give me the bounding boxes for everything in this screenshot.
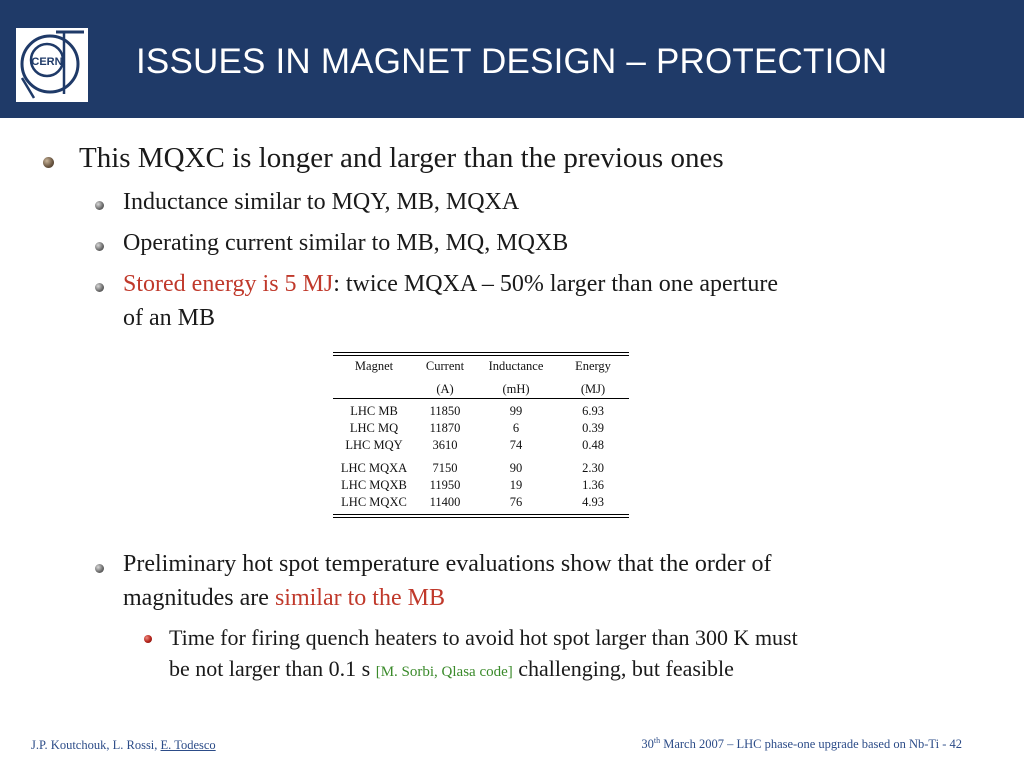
table-unit: (mH) <box>502 382 530 396</box>
quench-prefix: be not larger than 0.1 s <box>169 656 376 681</box>
footer-date <box>641 736 962 752</box>
table-cell: 19 <box>509 478 523 492</box>
table-cell: 76 <box>509 495 523 509</box>
bullet-hotspot: Preliminary hot spot temperature evaluations show that the order of <box>123 551 772 577</box>
table-row <box>333 477 629 494</box>
bullet-energy <box>123 271 778 298</box>
table-units-row <box>333 381 629 399</box>
bullet-inductance: Inductance similar to MQY, MB, MQXA <box>123 189 520 215</box>
bullet-quench: Time for firing quench heaters to avoid hot spot larger than 300 K must <box>169 625 798 650</box>
table-cell: 2.30 <box>582 461 604 475</box>
footer-authors <box>31 738 216 753</box>
date-suffix: th <box>653 736 661 745</box>
table-row <box>333 403 629 420</box>
table-cell: 0.39 <box>582 421 604 435</box>
table-row <box>333 420 629 437</box>
bullet-hotspot-line2 <box>123 585 445 612</box>
bullet-marker <box>43 157 54 168</box>
table-cell: 11850 <box>429 404 461 418</box>
hotspot-prefix: magnitudes are <box>123 585 275 611</box>
date-day: 30 <box>641 737 654 752</box>
table-cell: LHC MQY <box>345 438 403 452</box>
table-header: Magnet <box>354 359 394 373</box>
bullet-marker <box>144 635 152 643</box>
table-header: Current <box>425 359 465 373</box>
bullet-quench-line2 <box>169 656 734 682</box>
table-rule <box>333 352 629 353</box>
table-cell: 90 <box>509 461 523 475</box>
table-cell: LHC MQXB <box>341 478 407 492</box>
table-rule <box>333 517 629 518</box>
table-cell: 99 <box>509 404 523 418</box>
table-cell: 1.36 <box>582 478 604 492</box>
table-header: Energy <box>575 359 611 373</box>
table-cell: 6 <box>512 421 520 435</box>
date-rest: March 2007 – LHC phase-one upgrade based on Nb-Ti - 42 <box>660 737 962 752</box>
bullet-marker <box>95 242 104 251</box>
quench-reference: [M. Sorbi, Qlasa code] <box>375 664 513 680</box>
table-cell: 11400 <box>429 495 461 509</box>
table-rule <box>333 355 629 356</box>
energy-highlight: Stored energy is 5 MJ <box>123 271 334 297</box>
table-cell: 7150 <box>432 461 458 475</box>
table-header-row <box>333 358 629 375</box>
bullet-energy-line2: of an MB <box>123 305 215 331</box>
slide-header <box>0 0 1024 118</box>
quench-suffix: challenging, but feasible <box>512 656 734 681</box>
slide-title: ISSUES IN MAGNET DESIGN – PROTECTION <box>136 42 888 81</box>
table-cell: LHC MQ <box>349 421 399 435</box>
table-unit: (A) <box>436 382 454 396</box>
svg-text:CERN: CERN <box>31 56 63 68</box>
table-cell: 11950 <box>429 478 461 492</box>
table-cell: 4.93 <box>582 495 604 509</box>
table-unit: (MJ) <box>580 382 606 396</box>
bullet-marker <box>95 201 104 210</box>
table-unit <box>333 381 415 399</box>
table-cell: LHC MB <box>350 404 398 418</box>
energy-rest: : twice MQXA – 50% larger than one aperture <box>333 271 778 297</box>
table-cell: 6.93 <box>582 404 604 418</box>
table-cell: 3610 <box>432 438 458 452</box>
magnet-table <box>333 358 629 511</box>
table-cell: 74 <box>509 438 523 452</box>
table-cell: 11870 <box>429 421 461 435</box>
authors-text: J.P. Koutchouk, L. Rossi, <box>31 738 161 752</box>
bullet-current: Operating current similar to MB, MQ, MQXB <box>123 230 569 256</box>
table-row <box>333 494 629 511</box>
table-cell: 0.48 <box>582 438 604 452</box>
bullet-marker <box>95 564 104 573</box>
table-row <box>333 460 629 477</box>
table-rule <box>333 514 629 515</box>
bullet-marker <box>95 283 104 292</box>
bullet-main: This MQXC is longer and larger than the previous ones <box>79 142 724 174</box>
table-header: Inductance <box>488 359 544 373</box>
table-cell: LHC MQXA <box>340 461 408 475</box>
table-row <box>333 437 629 454</box>
table-cell: LHC MQXC <box>341 495 407 509</box>
author-link[interactable]: E. Todesco <box>160 738 216 752</box>
cern-logo <box>16 28 88 102</box>
hotspot-highlight: similar to the MB <box>274 585 445 611</box>
